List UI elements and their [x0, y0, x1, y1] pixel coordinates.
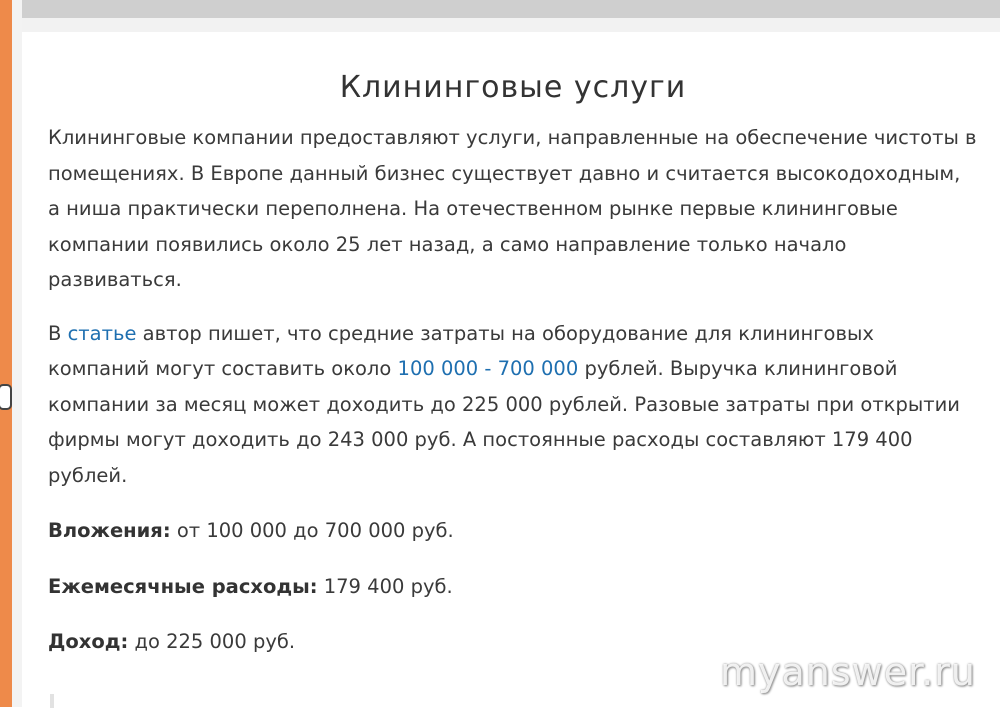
- costs-paragraph-prefix: В: [48, 321, 68, 345]
- costs-paragraph: [48, 316, 978, 494]
- investment-line: [48, 513, 978, 549]
- investment-label: Вложения:: [48, 519, 171, 542]
- top-bar-shadow: [22, 18, 1000, 32]
- quote-border-stub: [50, 694, 54, 708]
- left-accent-strip: [0, 0, 12, 707]
- costs-paragraph-suffix: рублей. Выручка клининговой компании за месяц может доходить до 225 000 рублей. Разовые затраты при открытии фирмы могут доходить до 243 000 руб. А постоянные расходы составляют 179 400 рублей.: [48, 357, 960, 487]
- article-link[interactable]: статье: [67, 321, 137, 345]
- intro-paragraph: Клининговые компании предоставляют услуги, направленные на обеспечение чистоты в помещениях. В Европе данный бизнес существует давно и считается высокодоходным, а ниша практически переполнена. На отечественном рынке первые клининговые компании появились около 25 лет назад, а само направление только начало развиваться.: [48, 126, 977, 291]
- costs-paragraph-middle: автор пишет, что средние затраты на оборудование для клининговых компаний могут составить около: [48, 321, 874, 380]
- article-title: Клининговые услуги: [339, 70, 687, 105]
- investment-value: от 100 000 до 700 000 руб.: [170, 519, 454, 542]
- monthly-expenses-label: Ежемесячные расходы:: [48, 574, 318, 598]
- income-label: Доход:: [48, 630, 129, 653]
- watermark: myanswer.ru: [719, 650, 976, 694]
- income-value: до 225 000 руб.: [128, 630, 296, 653]
- monthly-expenses-line: [48, 569, 978, 605]
- article-content: [48, 32, 978, 680]
- monthly-expenses-value: 179 400 руб.: [317, 574, 453, 598]
- top-bar: [22, 0, 1000, 18]
- scroll-handle[interactable]: [0, 384, 12, 410]
- price-range-link[interactable]: 100 000 - 700 000: [397, 357, 579, 380]
- left-gutter: [12, 0, 22, 707]
